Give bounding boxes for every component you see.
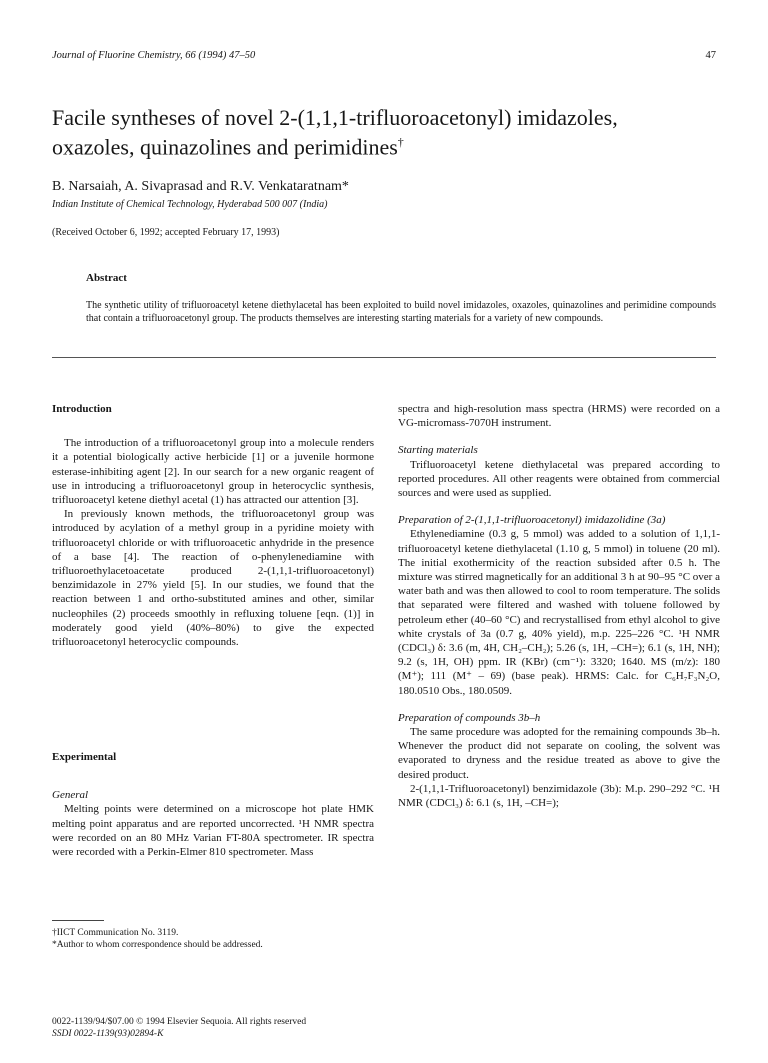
copyright-line: 0022-1139/94/$07.00 © 1994 Elsevier Sequoia. All rights reserved: [52, 1017, 307, 1027]
footnote-2: *Author to whom correspondence should be addressed.: [52, 940, 263, 950]
title-footnote-mark: †: [397, 135, 404, 149]
journal-citation: Journal of Fluorine Chemistry, 66 (1994) 47–50: [52, 50, 256, 61]
left-column: [52, 402, 374, 649]
starting-materials-paragraph: Trifluoroacetyl ketene diethylacetal was prepared according to reported procedures. All other reagents were obtained from commercial sources and were used as supplied.: [398, 458, 720, 500]
title-line-2: [52, 130, 712, 159]
general-paragraph: Melting points were determined on a microscope hot plate HMK melting point apparatus and are reported uncorrected. ¹H NMR spectra were recorded on an 80 MHz Varian FT-80A spectrometer. IR spectra were recorded with a Perkin-Elmer 810 spectrometer. Mass: [52, 803, 374, 859]
intro-paragraph-2: In previously known methods, the trifluoroacetonyl group was introduced by acylation of a methyl group in a pyridine moiety with trifluoroacetyl chloride or with trifluoroacetic anhydride in the presence of a base [4]. The reaction of o-phenylenediamine with trifluoroethylacetoacetate produced 2-(1,1,1-trifluoroacetonyl) benzimidazole in 27% yield [5]. In our studies, we found that the reaction between 1 and ortho-substituted amines and other, similar nucleophiles (2) proceeds smoothly in refluxing toluene [eqn. (1)] in moderately good yield (40%–80%) to give the expected trifluoroacetonyl heterocyclic compounds.: [52, 508, 374, 649]
compound-3b-paragraph: 2-(1,1,1-Trifluoroacetonyl) benzimidazole (3b): M.p. 290–292 °C. ¹H NMR (CDCl₃) δ: 6.1 (s, 1H, –CH=);: [398, 782, 720, 810]
article-title: [52, 106, 712, 159]
general-heading: General: [52, 789, 89, 802]
footnote-rule: [52, 920, 104, 921]
title-line-2-text: oxazoles, quinazolines and perimidines: [52, 134, 398, 160]
abstract-text: The synthetic utility of trifluoroacetyl ketene diethylacetal has been exploited to build novel imidazoles, oxazoles, quinazolines and perimidine compounds that contain a trifluoroacetonyl group. The products themselves are interesting starting materials for a variety of new compounds.: [86, 300, 716, 324]
section-divider: [52, 357, 716, 358]
preparation-3a-heading: Preparation of 2-(1,1,1-trifluoroacetonyl) imidazolidine (3a): [398, 514, 666, 527]
introduction-heading: Introduction: [52, 403, 112, 415]
page-number: 47: [705, 50, 716, 61]
continued-paragraph: spectra and high-resolution mass spectra (HRMS) were recorded on a VG-micromass-7070H instrument.: [398, 403, 720, 430]
authors: B. Narsaiah, A. Sivaprasad and R.V. Venkataratnam*: [52, 179, 349, 194]
experimental-section: [52, 750, 374, 859]
footnote-1: †IICT Communication No. 3119.: [52, 928, 179, 938]
preparation-3b-h-paragraph: The same procedure was adopted for the remaining compounds 3b–h. Whenever the product did not separate on cooling, the solvent was evaporated to dryness and the residue treated as above to give the desired product.: [398, 726, 720, 781]
title-line-1: Facile syntheses of novel 2-(1,1,1-trifluoroacetonyl) imidazoles,: [52, 105, 618, 130]
preparation-3b-h-heading: Preparation of compounds 3b–h: [398, 711, 541, 724]
preparation-3a-paragraph: Ethylenediamine (0.3 g, 5 mmol) was added to a solution of 1,1,1-trifluoroacetyl ketene diethylacetal (1.10 g, 5 mmol) in toluene (20 ml). The initial exothermicity of the reaction subsided after 0.5 h. The mixture was stirred magnetically for an additional 3 h at 90–95 °C over a water bath and was then allowed to cool to room temperature. The solids that separated were filtered and washed with toluene followed by petroleum ether (40–60 °C) and recrystallised from ethyl alcohol to give white crystals of 3a (0.7 g, 40% yield), m.p. 225–226 °C. ¹H NMR (CDCl₃) δ: 3.6 (m, 4H, CH₂–CH₂); 5.26 (s, 1H, –CH=); 6.1 (s, 1H, NH); 9.2 (s, 1H, OH) ppm. IR (KBr) (cm⁻¹): 3320; 1640. MS (m/z): 180 (M⁺); 111 (M⁺ – 69) (base peak). HRMS: Calc. for C₆H₇F₃N₂O, 180.0510 Obs., 180.0509.: [398, 528, 720, 697]
abstract-heading: Abstract: [86, 272, 127, 284]
experimental-heading: Experimental: [52, 751, 117, 763]
starting-materials-heading: Starting materials: [398, 444, 478, 457]
intro-paragraph-1: The introduction of a trifluoroacetonyl group into a molecule renders it a potential biologically active herbicide [1] or a juvenile hormone esterase-inhibiting agent [2]. In our search for a new organic reagent of use in introducing a trifluoroacetonyl group in heterocyclic synthesis, trifluoroacetyl ketene diethyl acetal (1) has attracted our attention [3].: [52, 437, 374, 507]
ssdi-line: SSDI 0022-1139(93)02894-K: [52, 1029, 164, 1039]
right-column: [398, 402, 720, 810]
affiliation: Indian Institute of Chemical Technology, Hyderabad 500 007 (India): [52, 199, 328, 210]
received-dates: (Received October 6, 1992; accepted February 17, 1993): [52, 227, 280, 238]
